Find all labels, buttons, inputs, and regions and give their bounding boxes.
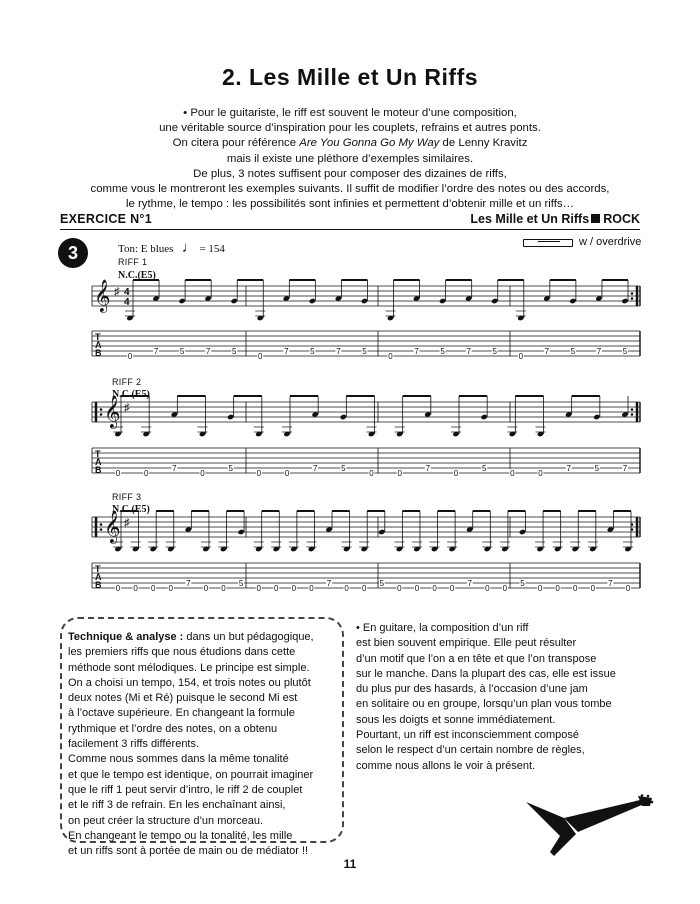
intro-line: • Pour le guitariste, le riff est souvent le moteur d’une composition, [183,107,517,119]
tab-number: 0 [555,584,560,593]
tab-number: 0 [344,584,349,593]
tab-number: 0 [274,584,279,593]
technique-heading: Technique & analyse : [68,631,184,643]
tab-number: 7 [466,347,471,356]
tab-number: 7 [622,464,628,473]
tab-number: 0 [221,584,226,593]
tab-number: 7 [336,347,341,356]
note-head [378,529,385,535]
note-head [519,529,526,535]
tempo-value: = 154 [199,243,225,255]
note-head [480,414,487,420]
tab-number: 5 [379,579,385,588]
intro-line: De plus, 3 notes suffisent pour composer des dizaines de riffs, [193,167,507,180]
tab-letter: T [95,564,101,574]
tab-number: 0 [284,469,290,478]
tab-number: 7 [467,579,472,588]
tab-number: 0 [203,584,209,593]
tab-number: 0 [414,584,420,593]
time-signature-bottom: 4 [124,297,130,308]
quarter-note-icon: ♩ [181,240,197,256]
sharp-icon: ♯ [124,517,130,529]
tab-letter: B [95,348,102,358]
tab-number: 0 [538,469,543,478]
tab-number: 5 [179,347,185,356]
tab-number: 0 [510,469,515,478]
tab-number: 7 [425,464,431,473]
repeat-dot [100,523,103,526]
tab-letter: A [95,340,102,350]
note-head [340,414,347,420]
tab-number: 7 [284,347,289,356]
tab-number: 7 [414,347,419,356]
tab-letter: B [95,465,102,475]
tab-number: 7 [172,464,177,473]
tab-number: 5 [622,347,628,356]
note-head [227,414,234,420]
note-head [439,298,446,304]
tab-number: 0 [127,352,133,361]
technique-line: facilement 3 riffs différents. [68,738,200,751]
tab-number: 7 [326,579,332,588]
tone-label: Ton: E blues [118,243,174,255]
tab-letter: A [95,457,102,467]
tab-letter: T [95,449,101,459]
tab-number: 0 [453,469,459,478]
tab-number: 5 [492,347,497,356]
tab-number: 0 [361,584,367,593]
flying-v-guitar-icon [524,794,654,858]
composition-line: du plus pur des hasards, à l’occasion d’une jam [356,683,588,696]
tab-number: 5 [520,579,525,588]
tab-number: 0 [449,584,455,593]
composition-line: Pourtant, un riff est inconsciemment composé [356,729,579,742]
tab-number: 0 [150,584,156,593]
note-head [361,298,368,304]
sharp-icon: ♯ [124,402,130,414]
composition-line: sur le manche. Dans la plupart des cas, elle est issue [356,667,616,680]
tab-letter: B [95,580,102,590]
note-head [178,298,185,304]
tab-number: 0 [115,469,121,478]
tab-number: 7 [153,347,159,356]
composition-line: • En guitare, la composition d’un riff [356,622,529,634]
note-head [593,414,600,420]
tab-number: 0 [200,469,205,478]
technique-line: Technique & analyse : dans un but pédagogique, [68,631,314,643]
tab-number: 0 [518,352,524,361]
tab-number: 0 [573,584,578,593]
note-head [621,298,628,304]
riff-2-chord: N.C.(E5) [112,389,150,400]
tab-number: 0 [625,584,631,593]
intro-line: On citera pour référence Are You Gonna Go My Way de Lenny Kravitz [172,137,528,150]
technique-line: deux notes (Mi et Ré) puisque le second Mi est [68,692,298,705]
note-head [491,298,498,304]
note-head [569,298,576,304]
tab-letter: A [95,572,102,582]
time-signature-top: 4 [124,287,130,298]
tab-number: 0 [256,584,261,593]
tab-number: 0 [502,584,508,593]
tab-number: 7 [205,347,211,356]
technique-line: En changeant le tempo ou la tonalité, les mille [68,829,293,842]
technique-text [68,630,340,859]
tab-number: 0 [369,469,374,478]
riff-2-label: RIFF 2 [112,377,142,387]
technique-line: rythmique et l’ordre des notes, on a obtenu [68,722,278,735]
tab-number: 5 [238,579,244,588]
tab-number: 7 [544,347,550,356]
technique-line: à l’octave supérieure. En changeant la formule [68,707,295,720]
tab-number: 5 [231,347,237,356]
technique-line: et que le tempo est identique, on pourrait imaginer [68,768,314,781]
audio-track-badge: 3 [58,238,88,268]
tab-number: 0 [432,584,437,593]
tab-number: 5 [570,347,576,356]
tab-number: 5 [310,347,315,356]
treble-clef-icon: 𝄞 [104,396,121,427]
tab-number: 5 [440,347,445,356]
composition-line: en solitaire ou en groupe, lorsqu’un plan vous tombe [356,698,612,711]
technique-line: Comme nous sommes dans la même tonalité [68,753,289,766]
technique-line: méthode sont mélodiques. Le principe est simple. [68,661,310,674]
intro-line: mais il existe une pléthore d’exemples similaires. [226,152,474,165]
tab-number: 7 [596,347,602,356]
riff-3-label: RIFF 3 [112,492,142,502]
tab-number: 5 [362,347,367,356]
technique-line: on peut créer la structure d’un morceau. [68,814,264,827]
composition-line: selon le respect d’un certain nombre de règles, [356,744,585,757]
tab-number: 0 [115,584,121,593]
composition-line: est bien souvent empirique. Elle peut résulter [356,637,577,650]
sharp-icon: ♯ [114,286,120,298]
technique-line: que le riff 1 peut servir d’intro, le riff 2 de couplet [68,783,303,796]
repeat-dot [631,297,634,300]
tab-number: 5 [481,464,487,473]
technique-line: et un riffs sont à portée de main ou de médiator !! [68,845,309,858]
note-head [231,298,238,304]
page-number: 11 [343,857,357,871]
tab-number: 5 [228,464,233,473]
exercise-song-genre: Les Mille et Un Riffs ROCK [470,212,640,226]
exercise-label: EXERCICE N°1 [60,212,152,226]
technique-line: et le riff 3 de refrain. En les enchaînant ainsi, [68,799,286,812]
song-reference: Are You Gonna Go My Way [299,137,440,150]
tab-number: 7 [312,464,318,473]
composition-text [356,621,642,774]
composition-line: comme nous allons le voir à présent. [356,759,536,772]
tab-number: 5 [341,464,346,473]
treble-clef-icon: 𝄞 [104,511,121,542]
repeat-dot [631,408,634,411]
tab-letter: T [95,332,101,342]
riff-3-chord: N.C.(E5) [112,504,150,515]
composition-line: d’un motif que l’on a en tête et que l’on transpose [356,652,597,665]
composition-line: sous les doigts et sonne immédiatement. [356,713,556,726]
intro-line: le rythme, le tempo : les possibilités sont infinies et permettent d’obtenir mille et un riffs… [125,198,575,211]
repeat-dot [631,292,634,295]
tab-number: 0 [397,469,402,478]
tab-number: 7 [608,579,613,588]
tab-number: 0 [537,584,543,593]
tab-number: 0 [485,584,490,593]
tab-number: 5 [594,464,600,473]
repeat-dot [100,408,103,411]
repeat-dot [631,413,634,416]
technique-line: On a choisi un tempo, 154, et trois notes ou plutôt [68,676,311,689]
effect-label: w / overdrive [579,236,642,248]
tab-number: 0 [133,584,138,593]
intro-line: comme vous le montreront les exemples suivants. Il suffit de modifier l’ordre des notes ou des accords, [90,183,610,196]
tab-number: 0 [256,469,262,478]
tab-number: 0 [143,469,149,478]
note-head [309,298,316,304]
tab-number: 7 [186,579,191,588]
tab-number: 0 [388,352,393,361]
note-head [237,529,244,535]
treble-clef-icon: 𝄞 [94,280,111,311]
tab-number: 0 [309,584,314,593]
repeat-dot [100,528,103,531]
tab-number: 0 [258,352,263,361]
riff-1-chord: N.C.(E5) [118,270,156,281]
technique-line: les premiers riffs que nous étudions dans cette [68,646,296,659]
repeat-dot [100,413,103,416]
riff-1-label: RIFF 1 [118,257,148,267]
tab-number: 0 [168,584,173,593]
intro-line: une véritable source d’inspiration pour les couplets, refrains et autres ponts. [159,122,541,135]
page-title: 2. Les Mille et Un Riffs [221,64,479,90]
tab-number: 0 [397,584,402,593]
tab-number: 7 [566,464,571,473]
tab-number: 0 [590,584,596,593]
genre-label: ROCK [603,212,640,226]
tab-number: 0 [291,584,297,593]
